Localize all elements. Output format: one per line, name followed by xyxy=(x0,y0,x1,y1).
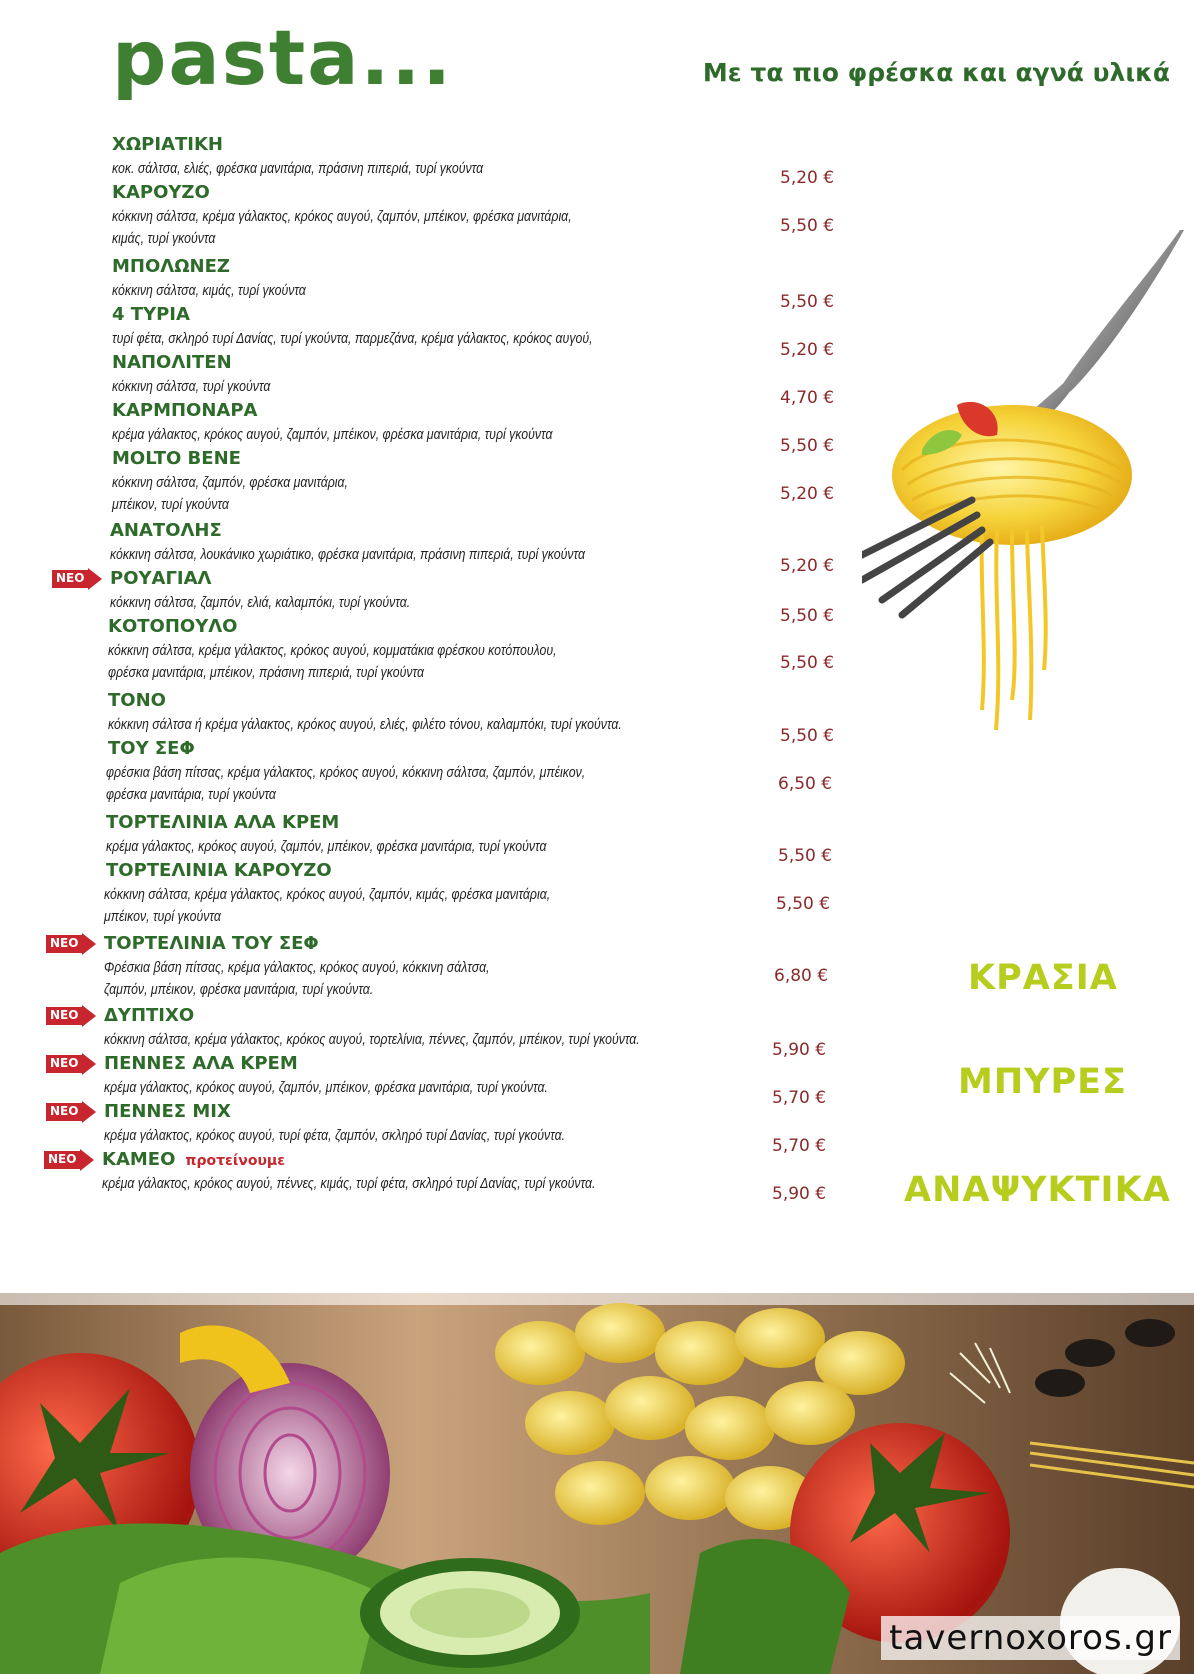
item-name xyxy=(112,256,230,278)
item-name-text: ΚΑΡΜΠΟΝΑΡΑ xyxy=(112,400,258,421)
item-name xyxy=(108,738,195,760)
item-name-text: ΜΠΟΛΩΝΕΖ xyxy=(112,256,230,277)
item-name xyxy=(112,448,241,470)
item-name-text: ΡΟΥΑΓΙΑΛ xyxy=(110,568,212,589)
item-name xyxy=(108,690,166,712)
new-badge-label: ΝΕΟ xyxy=(56,571,85,585)
item-price: 4,70 € xyxy=(780,388,835,408)
drinks-category: ΜΠΥΡΕΣ xyxy=(958,1062,1127,1102)
item-description: κρέμα γάλακτος, κρόκος αυγού, πέννες, κιμάς, τυρί φέτα, σκληρό τυρί Δανίας, τυρί γκούντα. xyxy=(102,1175,596,1192)
item-name-text: ΑΝΑΤΟΛΗΣ xyxy=(110,520,222,541)
item-price: 5,20 € xyxy=(780,556,835,576)
item-name-text: ΝΑΠΟΛΙΤΕΝ xyxy=(112,352,232,373)
item-price: 6,80 € xyxy=(774,966,829,986)
drinks-category: ΑΝΑΨΥΚΤΙΚΑ xyxy=(904,1170,1171,1210)
drinks-category: ΚΡΑΣΙΑ xyxy=(968,958,1118,998)
item-price: 5,50 € xyxy=(780,216,835,236)
item-name xyxy=(112,304,190,326)
item-description: κοκ. σάλτσα, ελιές, φρέσκα μανιτάρια, πράσινη πιπεριά, τυρί γκούντα xyxy=(112,160,484,177)
item-price: 5,50 € xyxy=(780,606,835,626)
item-price: 5,50 € xyxy=(778,846,833,866)
item-description: Φρέσκια βάση πίτσας, κρέμα γάλακτος, κρόκος αυγού, κόκκινη σάλτσα, ζαμπόν, μπέικον, φρέσκα μανιτάρια, τυρί γκούντα. xyxy=(104,959,490,998)
item-price: 5,50 € xyxy=(780,726,835,746)
item-description: κόκκινη σάλτσα, κρέμα γάλακτος, κρόκος αυγού, κομματάκια φρέσκου κοτόπουλου, φρέσκα μανιτάρια, μπέικον, πράσινη πιπεριά, τυρί γκούντα xyxy=(108,642,557,681)
item-price: 5,50 € xyxy=(780,436,835,456)
new-badge xyxy=(44,1149,94,1171)
fork-spaghetti-image xyxy=(862,230,1194,750)
item-description: κρέμα γάλακτος, κρόκος αυγού, ζαμπόν, μπέικον, φρέσκα μανιτάρια, τυρί γκούντα. xyxy=(104,1079,548,1096)
item-price: 5,90 € xyxy=(772,1040,827,1060)
new-badge-label: ΝΕΟ xyxy=(48,1152,77,1166)
new-badge-label: ΝΕΟ xyxy=(50,1056,79,1070)
item-name-text: ΚΑΡΟΥΖΟ xyxy=(112,182,210,203)
item-name-text: ΤΟΡΤΕΛΙΝΙΑ ΑΛΑ ΚΡΕΜ xyxy=(106,812,340,833)
item-name-text: ΚΑΜΕΟ xyxy=(102,1149,176,1170)
page-tagline: Με τα πιο φρέσκα και αγνά υλικά xyxy=(702,58,1170,87)
item-name-text: ΔΥΠΤΙΧΟ xyxy=(104,1005,195,1026)
item-name xyxy=(112,182,210,204)
item-price: 5,70 € xyxy=(772,1136,827,1156)
item-name xyxy=(112,400,257,422)
item-price: 5,20 € xyxy=(780,168,835,188)
item-name-text: 4 ΤΥΡΙΑ xyxy=(112,304,190,325)
item-price: 6,50 € xyxy=(778,774,833,794)
item-name xyxy=(112,352,232,374)
item-description: τυρί φέτα, σκληρό τυρί Δανίας, τυρί γκούντα, παρμεζάνα, κρέμα γάλακτος, κρόκος αυγού, xyxy=(112,330,593,347)
new-badge-label: ΝΕΟ xyxy=(50,1008,79,1022)
item-description: κρέμα γάλακτος, κρόκος αυγού, ζαμπόν, μπέικον, φρέσκα μανιτάρια, τυρί γκούντα xyxy=(106,838,547,855)
page-title: pasta... xyxy=(112,13,454,102)
item-description: κόκκινη σάλτσα, τυρί γκούντα xyxy=(112,378,271,395)
item-price: 5,50 € xyxy=(780,653,835,673)
item-name-text: ΤΟΡΤΕΛΙΝΙΑ ΚΑΡΟΥΖΟ xyxy=(106,860,332,881)
recommended-note: προτείνουμε xyxy=(185,1153,285,1169)
item-name-text: ΚΟΤΟΠΟΥΛΟ xyxy=(108,616,238,637)
item-description: κόκκινη σάλτσα, κρέμα γάλακτος, κρόκος αυγού, ζαμπόν, κιμάς, φρέσκα μανιτάρια, μπέικον, τυρί γκούντα xyxy=(104,886,551,925)
item-description: κόκκινη σάλτσα, ζαμπόν, φρέσκα μανιτάρια, μπέικον, τυρί γκούντα xyxy=(112,474,348,513)
item-name xyxy=(110,520,222,542)
item-name xyxy=(104,933,319,955)
item-description: κρέμα γάλακτος, κρόκος αυγού, ζαμπόν, μπέικον, φρέσκα μανιτάρια, τυρί γκούντα xyxy=(112,426,553,443)
item-name xyxy=(104,1101,231,1123)
item-name xyxy=(108,616,237,638)
item-name-text: ΤΟΡΤΕΛΙΝΙΑ ΤΟΥ ΣΕΦ xyxy=(104,933,319,954)
item-description: κόκκινη σάλτσα ή κρέμα γάλακτος, κρόκος αυγού, ελιές, φιλέτο τόνου, καλαμπόκι, τυρί γκούντα. xyxy=(108,716,622,733)
item-price: 5,20 € xyxy=(780,340,835,360)
item-name-text: MOLTO BENE xyxy=(112,448,241,469)
item-price: 5,70 € xyxy=(772,1088,827,1108)
item-name-text: ΤΟΥ ΣΕΦ xyxy=(108,738,195,759)
item-name-text: ΧΩΡΙΑΤΙΚΗ xyxy=(112,134,223,155)
item-description: κόκκινη σάλτσα, κιμάς, τυρί γκούντα xyxy=(112,282,306,299)
item-name-text: ΠΕΝΝΕΣ ΑΛΑ ΚΡΕΜ xyxy=(104,1053,298,1074)
item-price: 5,90 € xyxy=(772,1184,827,1204)
new-badge xyxy=(46,1101,96,1123)
new-badge-label: ΝΕΟ xyxy=(50,1104,79,1118)
item-description: κρέμα γάλακτος, κρόκος αυγού, τυρί φέτα, ζαμπόν, σκληρό τυρί Δανίας, τυρί γκούντα. xyxy=(104,1127,566,1144)
item-description: φρέσκια βάση πίτσας, κρέμα γάλακτος, κρόκος αυγού, κόκκινη σάλτσα, ζαμπόν, μπέικον, φρέσκα μανιτάρια, τυρί γκούντα xyxy=(106,764,586,803)
item-name xyxy=(104,1053,298,1075)
item-price: 5,50 € xyxy=(776,894,831,914)
new-badge xyxy=(46,1053,96,1075)
item-name-text: ΤΟΝΟ xyxy=(108,690,166,711)
item-name xyxy=(102,1149,285,1172)
item-price: 5,20 € xyxy=(780,484,835,504)
new-badge xyxy=(46,933,96,955)
item-name xyxy=(106,812,339,834)
new-badge xyxy=(52,568,102,590)
item-name xyxy=(106,860,332,882)
item-description: κόκκινη σάλτσα, κρέμα γάλακτος, κρόκος αυγού, ζαμπόν, μπέικον, φρέσκα μανιτάρια, κιμάς, τυρί γκούντα xyxy=(112,208,572,247)
item-price: 5,50 € xyxy=(780,292,835,312)
item-name xyxy=(110,568,212,590)
item-name xyxy=(104,1005,194,1027)
new-badge-label: ΝΕΟ xyxy=(50,936,79,950)
item-name xyxy=(112,134,223,156)
site-watermark: tavernoxoros.gr xyxy=(881,1616,1180,1660)
item-description: κόκκινη σάλτσα, λουκάνικο χωριάτικο, φρέσκα μανιτάρια, πράσινη πιπεριά, τυρί γκούντα xyxy=(110,546,585,563)
new-badge xyxy=(46,1005,96,1027)
item-description: κόκκινη σάλτσα, κρέμα γάλακτος, κρόκος αυγού, τορτελίνια, πέννες, ζαμπόν, μπέικον, τυρί γκούντα. xyxy=(104,1031,640,1048)
item-name-text: ΠΕΝΝΕΣ ΜΙΧ xyxy=(104,1101,231,1122)
item-description: κόκκινη σάλτσα, ζαμπόν, ελιά, καλαμπόκι, τυρί γκούντα. xyxy=(110,594,411,611)
